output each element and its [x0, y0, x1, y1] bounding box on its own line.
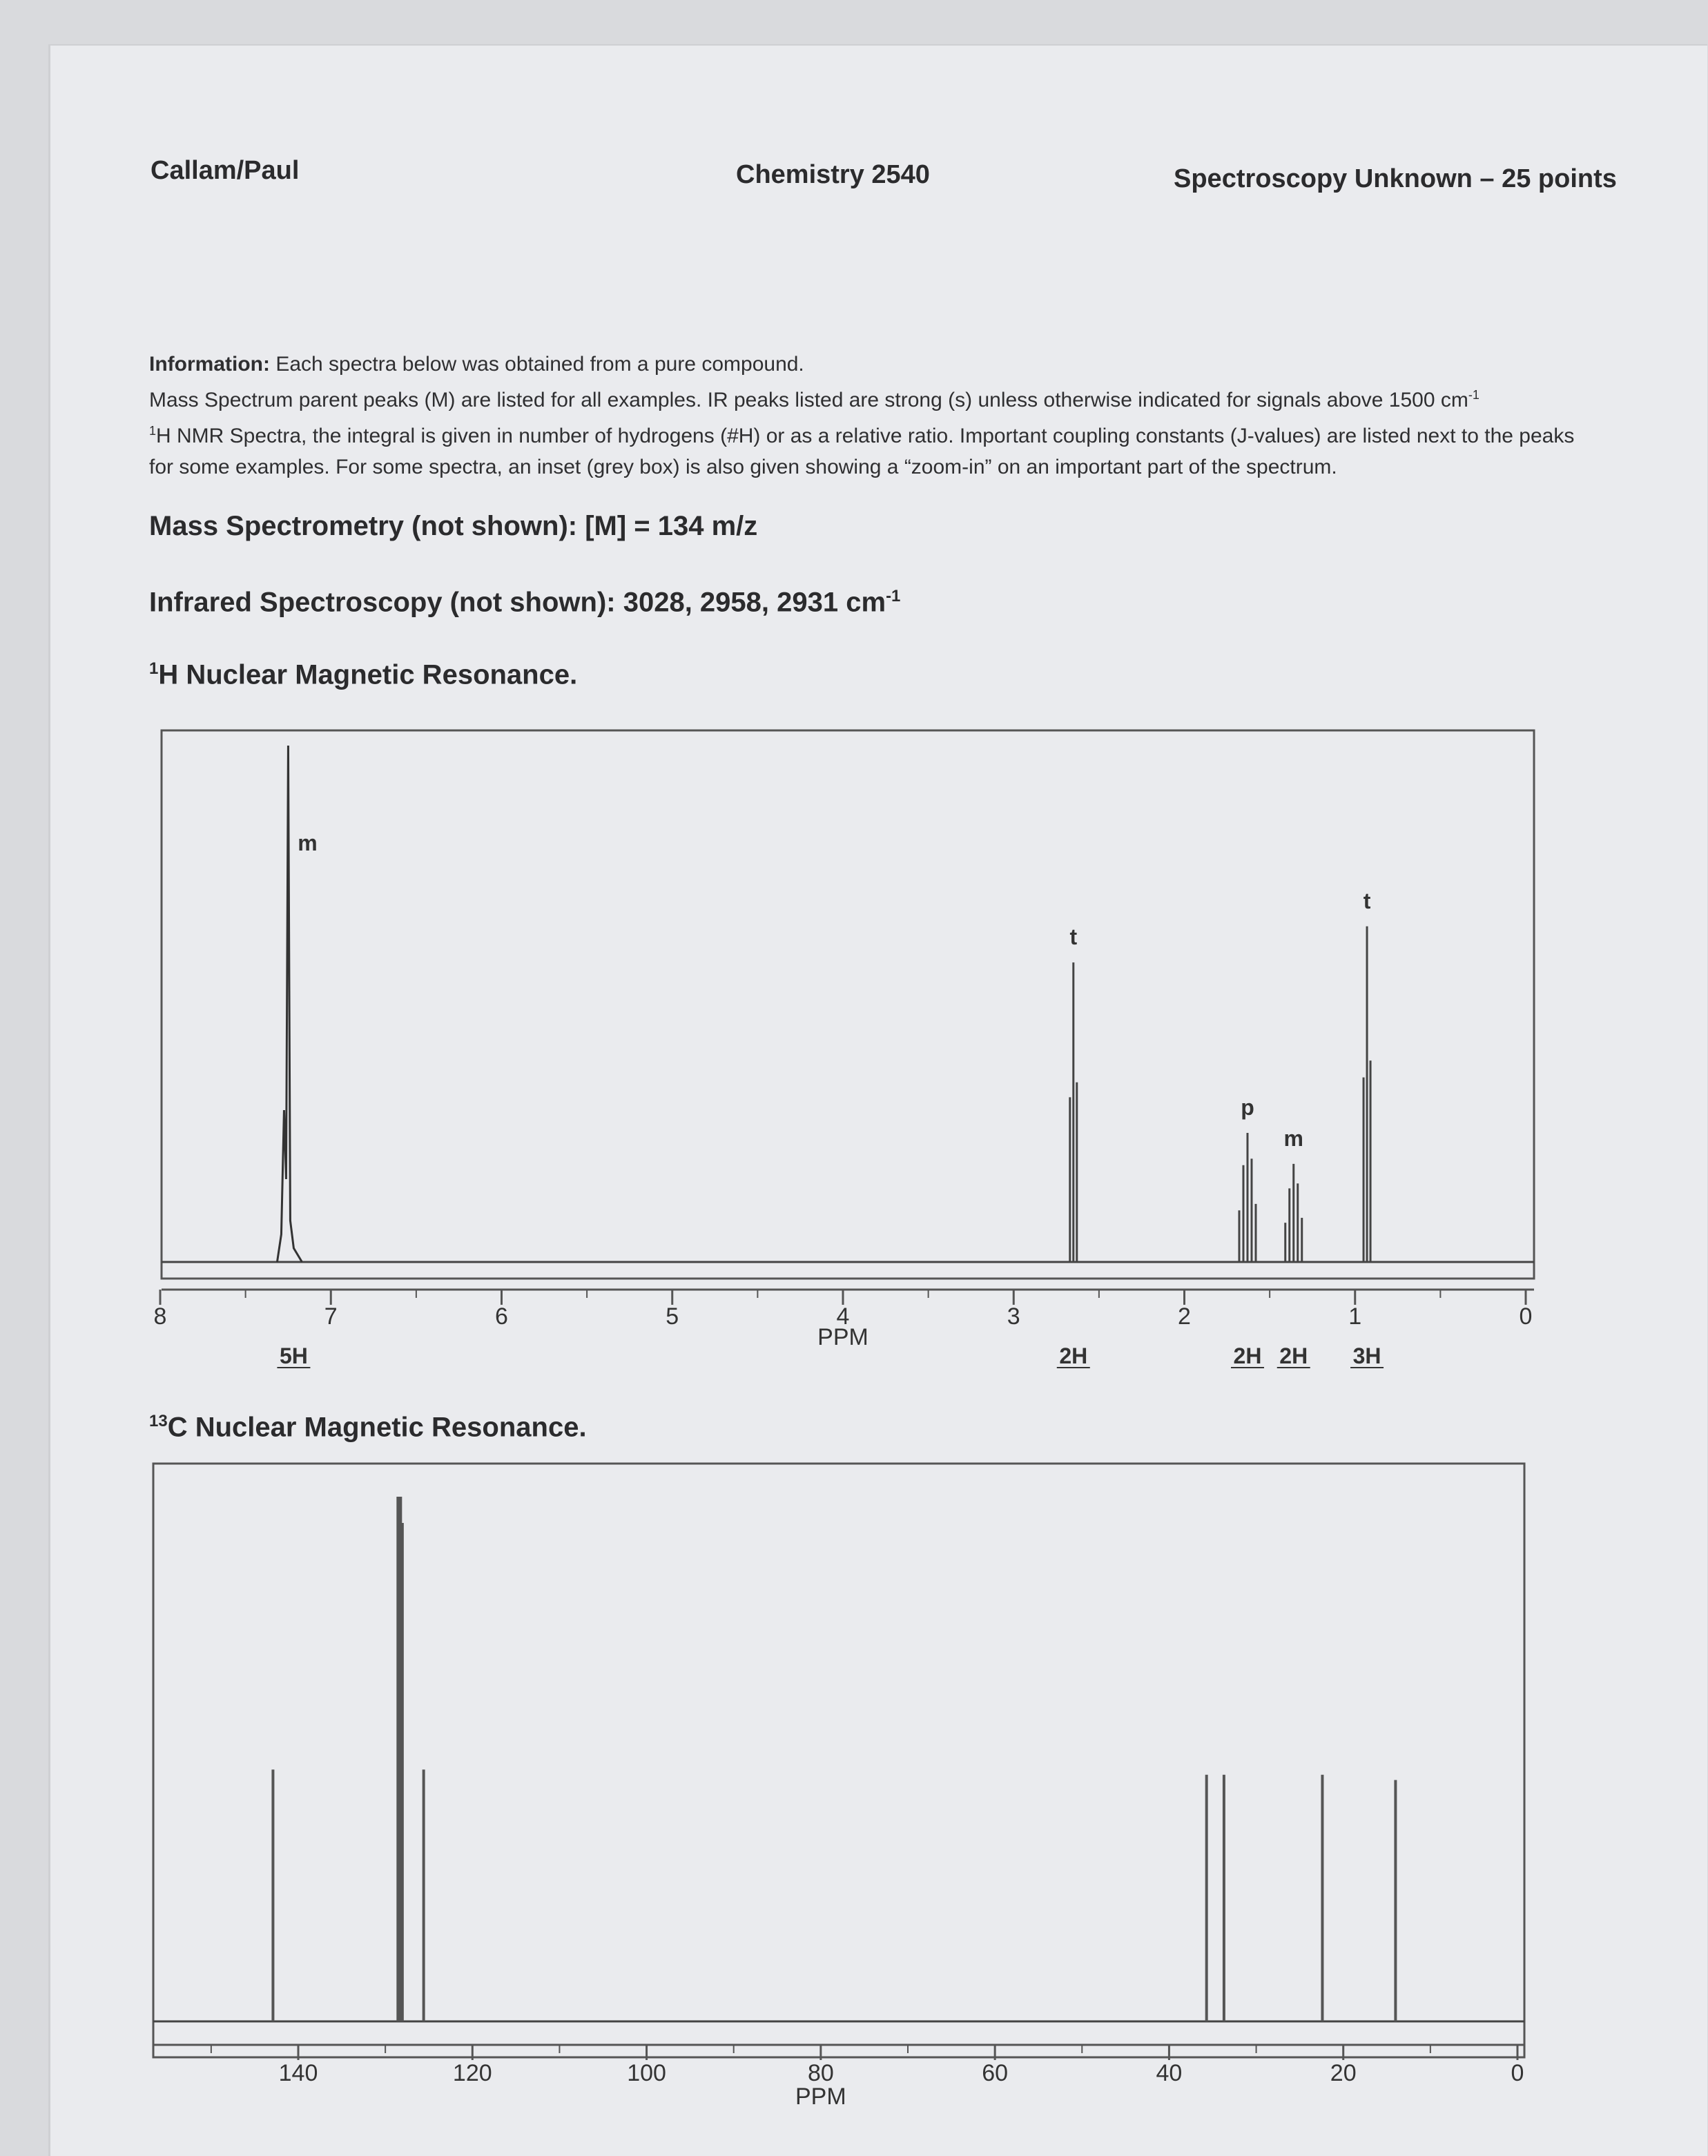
hnmr-tick-label: 0: [1519, 1303, 1533, 1330]
hnmr-multiplicity-label: p: [1241, 1095, 1254, 1120]
hnmr-multiplicity-label: t: [1363, 888, 1371, 913]
hnmr-multiplicity-label: m: [1283, 1125, 1303, 1151]
ir-sup: -1: [886, 587, 901, 605]
mass-spec-line: Mass Spectrometry (not shown): [M] = 134 m/z: [149, 511, 758, 541]
cnmr-title-sup: 13: [149, 1412, 168, 1430]
cnmr-tick-label: 20: [1330, 2060, 1357, 2086]
cnmr-tick-label: 120: [452, 2060, 492, 2086]
info-label: Information:: [149, 353, 270, 376]
cnmr-tick-label: 80: [807, 2060, 834, 2086]
hnmr-tick-label: 7: [324, 1303, 338, 1330]
info-line-3-sup: 1: [149, 424, 157, 438]
header-course: Chemistry 2540: [736, 160, 930, 189]
hnmr-x-axis-label: PPM: [817, 1324, 868, 1350]
hnmr-integral-label: 2H: [1279, 1343, 1308, 1368]
header-author: Callam/Paul: [151, 156, 300, 185]
hnmr-integral-label: 3H: [1352, 1343, 1381, 1368]
hnmr-tick-label: 3: [1007, 1303, 1020, 1330]
cnmr-tick-label: 60: [982, 2060, 1009, 2086]
hnmr-integral-label: 5H: [279, 1343, 308, 1368]
info-line-2: Mass Spectrum parent peaks (M) are listed for all examples. IR peaks listed are strong (s) unless otherwise indicated for signals above 1500 cm: [149, 389, 1468, 411]
hnmr-tick-label: 5: [666, 1303, 679, 1330]
hnmr-title-text: H Nuclear Magnetic Resonance.: [158, 659, 578, 690]
header-assignment: Spectroscopy Unknown – 25 points: [1174, 164, 1617, 193]
hnmr-tick-label: 4: [836, 1303, 850, 1330]
hnmr-integral-label: 2H: [1233, 1343, 1262, 1368]
hnmr-tick-label: 2: [1178, 1303, 1191, 1330]
cnmr-plot-frame: [153, 1464, 1524, 2057]
info-line-1: Each spectra below was obtained from a pure compound.: [275, 353, 804, 376]
ir-text: Infrared Spectroscopy (not shown): 3028, 2958, 2931 cm: [149, 587, 886, 618]
hnmr-title-sup: 1: [149, 659, 159, 678]
hnmr-tick-label: 8: [153, 1303, 167, 1330]
hnmr-integral-label: 2H: [1059, 1343, 1088, 1368]
info-line-2-sup: -1: [1468, 388, 1479, 402]
info-line-3: H NMR Spectra, the integral is given in number of hydrogens (#H) or as a relative ratio. Important coupling constants (J-values) are listed next to the peaks for some examples. For some spectra, an inset (grey box) is also given showing a “zoom-in” on an important part of the spectrum.: [149, 425, 1575, 478]
cnmr-tick-label: 100: [627, 2060, 666, 2086]
cnmr-tick-label: 140: [278, 2060, 318, 2086]
cnmr-tick-label: 40: [1156, 2060, 1183, 2086]
hnmr-tick-label: 1: [1348, 1303, 1362, 1330]
cnmr-x-axis-label: PPM: [795, 2084, 846, 2110]
cnmr-title-text: C Nuclear Magnetic Resonance.: [167, 1412, 587, 1443]
cnmr-tick-label: 0: [1511, 2060, 1524, 2086]
hnmr-tick-label: 6: [495, 1303, 508, 1330]
hnmr-multiplicity-label: t: [1069, 924, 1078, 950]
hnmr-multiplicity-label: m: [298, 831, 318, 855]
